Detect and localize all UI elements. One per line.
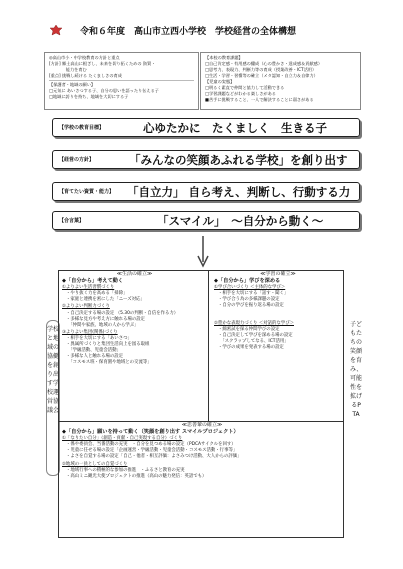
list-item: ・家庭と連携を密にした「ニーズ対応」	[66, 297, 145, 303]
list-item: ・やり抜く力を高める「掃除」	[66, 291, 128, 297]
subsection-title: ②地域の一員としての自覚づくり	[62, 461, 128, 467]
band-label: 【経営の方針】	[59, 157, 95, 163]
band-label: 【合言葉】	[59, 218, 85, 224]
fact-item: □学習課題などがわかる楽しさがある	[205, 91, 276, 96]
policy-box	[44, 52, 199, 110]
list-item: ・よさを自覚する場の設定「自己・他者・相互評価：よさみつけ活動、大人からの評価」	[66, 454, 242, 460]
section-heading: ◆「自分から」学びを深める	[214, 278, 281, 285]
motto-band	[52, 211, 360, 230]
list-item: 「学級活動、児童会活動」	[66, 348, 121, 354]
side-label-council: 学校と地域の協働を創り出す学校運営協議会	[46, 320, 60, 476]
status-box	[200, 52, 361, 110]
policy-line: 能力を育む	[49, 67, 87, 72]
list-item: ・地域行事への積極的な参加の推進 ・ふるさと教育の充実	[66, 467, 185, 473]
band-text: 「自立力」 自ら考え、判断し、行動する力	[127, 184, 351, 199]
section-title: ≪生活の確立≫	[116, 271, 153, 277]
learning-section	[214, 270, 342, 421]
subsection-title: ②豊かな表現力づくり ＜対話的な学び＞	[214, 320, 294, 326]
issues-title: 【本校の教育課題】	[205, 55, 243, 60]
list-item: ・高山ミニ観光大使プロジェクトの推進（高山の魅力発信：英語でも）	[66, 473, 207, 479]
section-heading: ◆「自分から」願いを持って動く（笑顔を創り出す スマイルプロジェクト）	[62, 429, 239, 436]
band-text: 「スマイル」 ～自分から動く～	[157, 213, 324, 228]
list-item: ・多様な見方や考え方に触れる場の設定	[66, 316, 146, 322]
list-item: ・自己決定して学びを深める場の設定	[218, 332, 293, 338]
goal-band	[52, 118, 360, 137]
policy-line: [方針] 郷土高山に根ざし、未来を切り拓くための 資質・	[49, 61, 156, 66]
section-title: ≪思善輩の確立≫	[181, 422, 223, 428]
policy-line: [重点] 挑戦し続ける たくましさの育成	[49, 73, 122, 78]
policy-line: ◎高山市小・中学校教育の方針と重点	[49, 55, 120, 60]
subsection-title: ②よりよい判断力づくり	[62, 304, 110, 310]
ability-band	[52, 182, 360, 201]
list-item: ・児童に任せる場の設定「企画運営・学級活動・児童会活動・コスモス活動・行事等」	[66, 448, 238, 454]
list-item: 「仲間や家族、地域の人から学ぶ」	[66, 322, 139, 328]
fact-item: ■苦手に挑戦すること、一人で解決することに弱さがある	[205, 97, 314, 102]
issue-item: □自己肯定感・有用感の醸成（心の豊かさ・達成感＆貢献感）	[205, 61, 323, 66]
list-item: 「コスモス班・保育園や地域との交流等」	[66, 360, 152, 366]
band-text: 「みんなの笑顔あふれる学校」を創り出す	[129, 152, 348, 167]
subsection-title: ①「なりたい自分」（創造・貢献・自己実現する自分）づくり	[62, 436, 183, 442]
subsection-title: ③よりよい集団(関係)づくり	[62, 329, 118, 335]
list-item: ・相手を大切にする「あいさつ」	[66, 335, 132, 341]
section-title: ≪学習の確立≫	[260, 271, 296, 277]
list-item: ・相手を大切にする「話す・聞く」	[218, 291, 289, 297]
heart-section	[62, 422, 342, 480]
band-label: 【育てたい資質・能力】	[59, 189, 115, 195]
subsection-title: ①よりよい生活習慣づくり	[62, 285, 115, 291]
subsection-title: ①学び合いづくり ＜主体的な学び＞	[214, 285, 286, 291]
list-item: ・学びの成果を発表する場の設定	[218, 344, 284, 350]
list-item: ・学び合う為の多様課題の設定	[218, 297, 280, 303]
band-label: 【学校の教育目標】	[59, 125, 105, 131]
list-item: ・係や委員会、当番活動の充実 ・自分を見つめる場の設定（PDCAサイクルを回す）	[66, 442, 236, 448]
list-item: 「スクラップしてなる、ICT活用」	[218, 338, 289, 344]
policy-band	[52, 150, 360, 169]
life-section	[62, 270, 207, 421]
band-text: 心ゆたかに たくましく 生きる子	[143, 120, 327, 135]
list-item: ・綿密試を探る仲間学びの設定	[218, 326, 280, 332]
divider	[208, 270, 209, 421]
issue-item: □思考力、表現力、判断力等の育成（授業改善・ICT活用）	[205, 67, 317, 72]
list-item: ・多様な人と触れる場の設定	[66, 354, 124, 360]
list-item: ・異属所づくりと集団生活向上を図る取組	[66, 342, 150, 348]
facts-title: 【児童の実態】	[205, 79, 235, 84]
wish-item: □元気に あいさつする子、自分の思いを語ったり伝える子	[49, 88, 159, 93]
section-heading: ◆「自分から」考えて動く	[62, 278, 124, 285]
page-title: 令和６年度 高山市立西小学校 学校経営の全体構想	[80, 27, 297, 37]
divider	[49, 80, 194, 81]
side-label-pta: 子どもたちの笑顔を育み、可能性を拡げるPTA	[350, 321, 363, 418]
wish-item: □地域に誇りを持ち、地域を大切にする子	[49, 94, 129, 99]
wishes-title: 【保護者・地域の願い】	[49, 82, 96, 87]
list-item: ・自分の学びを振り返る場の設定	[218, 303, 284, 309]
fact-item: □明るく素直で仲間と協力して活動できる	[205, 85, 285, 90]
list-item: ・自己決定する場の設定 （5.30の判断・自信を作る力）	[66, 310, 179, 316]
issue-item: □生活・学習・習慣等の確立（メタ認知・自立力＆自律力）	[205, 73, 318, 78]
school-emblem-icon	[49, 21, 63, 33]
arrow-down-icon	[196, 236, 210, 272]
